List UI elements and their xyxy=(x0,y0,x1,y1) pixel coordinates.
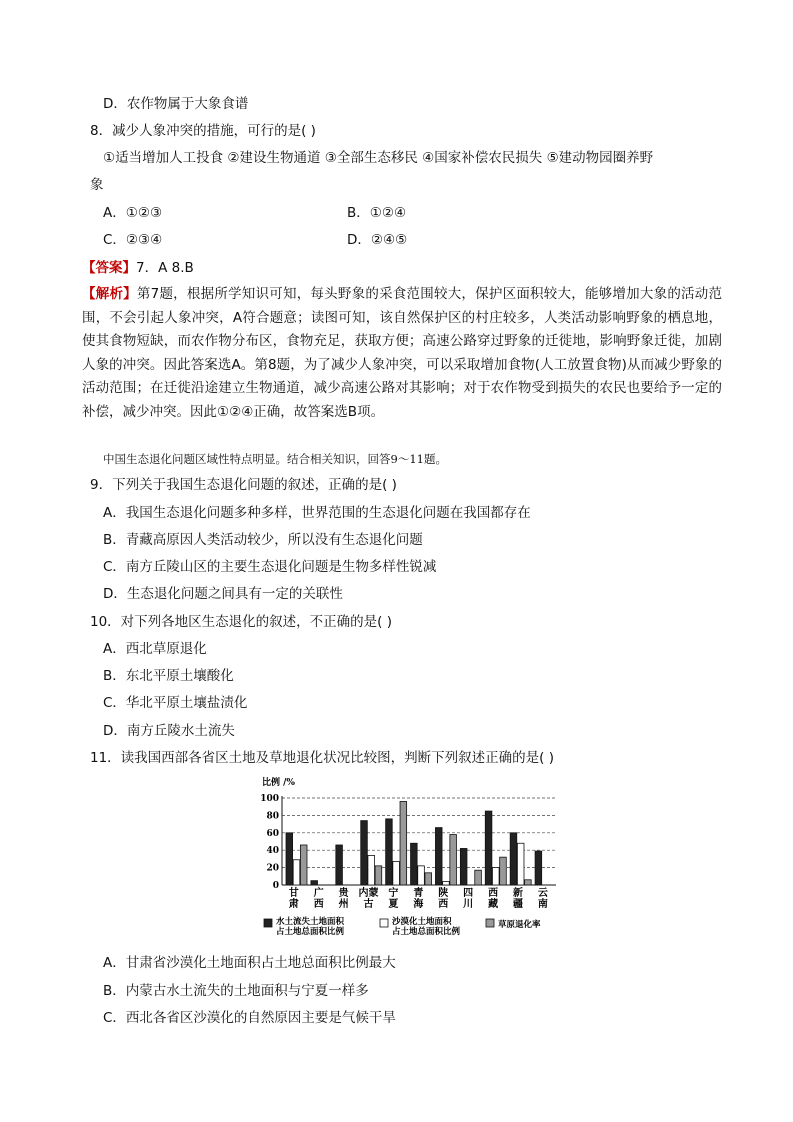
x-tick-label: 州 xyxy=(338,899,349,910)
x-tick-label: 疆 xyxy=(512,899,523,910)
legend-swatch xyxy=(486,919,494,927)
bar xyxy=(425,873,432,885)
bar xyxy=(485,811,492,885)
q8-option-c: C．②③④ xyxy=(103,232,163,248)
bar xyxy=(510,833,517,885)
x-tick-label: 广 xyxy=(313,888,324,899)
q9-stem: 9．下列关于我国生态退化问题的叙述，正确的是( ) xyxy=(90,477,397,493)
q10-option-c: C．华北平原土壤盐渍化 xyxy=(103,695,248,711)
legend-swatch xyxy=(264,919,272,927)
bar xyxy=(375,866,382,885)
bar xyxy=(535,851,542,885)
section-intro: 中国生态退化问题区域性特点明显。结合相关知识，回答9～11题。 xyxy=(103,452,447,466)
x-tick-label: 云 xyxy=(537,888,548,899)
bar xyxy=(525,880,532,885)
legend-label: 占土地总面积比例 xyxy=(276,927,345,937)
x-tick-label: 新 xyxy=(512,888,523,899)
y-tick-label: 20 xyxy=(266,863,279,874)
bar xyxy=(450,835,457,885)
bar-chart-svg xyxy=(258,773,558,943)
bar xyxy=(400,801,407,885)
y-axis-label: 比例 /% xyxy=(262,778,295,788)
q9-option-c: C．南方丘陵山区的主要生态退化问题是生物多样性锐减 xyxy=(103,559,437,575)
y-tick-label: 0 xyxy=(272,881,279,891)
bar xyxy=(293,860,300,885)
q9-option-b: B．青藏高原因人类活动较少，所以没有生态退化问题 xyxy=(103,532,423,548)
bar xyxy=(418,866,425,885)
x-tick-label: 古 xyxy=(363,899,374,910)
x-tick-label: 青 xyxy=(413,888,424,899)
bar xyxy=(300,845,307,885)
answer-text: 7．A 8.B xyxy=(136,260,194,276)
y-tick-label: 60 xyxy=(266,828,279,839)
bar xyxy=(500,857,507,885)
analysis-tag: 【解析】 xyxy=(82,286,137,302)
q8-option-b: B．①②④ xyxy=(347,205,407,221)
x-tick-label: 夏 xyxy=(388,899,399,910)
bar xyxy=(311,881,318,885)
x-tick-label: 藏 xyxy=(488,899,499,910)
x-tick-label: 陕 xyxy=(438,888,449,899)
q10-option-a: A．西北草原退化 xyxy=(103,641,207,657)
y-tick-label: 80 xyxy=(266,811,279,822)
q9-option-d: D．生态退化问题之间具有一定的关联性 xyxy=(103,586,343,602)
bar xyxy=(361,821,368,885)
bar xyxy=(460,848,467,885)
bar xyxy=(393,862,400,885)
q8-option-d: D．②④⑤ xyxy=(347,232,408,248)
x-tick-label: 肃 xyxy=(288,899,299,910)
x-tick-label: 宁 xyxy=(388,888,399,899)
x-tick-label: 川 xyxy=(463,899,474,910)
q9-option-a: A．我国生态退化问题多种多样，世界范围的生态退化问题在我国都存在 xyxy=(103,505,531,521)
analysis-paragraph xyxy=(82,283,722,424)
x-tick-label: 贵 xyxy=(338,888,349,899)
y-tick-label: 40 xyxy=(266,846,279,857)
bar xyxy=(286,833,293,885)
q8-items: ①适当增加人工投食 ②建设生物通道 ③全部生态移民 ④国家补偿农民损失 ⑤建动物园圈养野 xyxy=(103,150,654,166)
degradation-chart xyxy=(258,773,558,943)
x-tick-label: 南 xyxy=(537,899,548,910)
legend-swatch xyxy=(380,919,388,927)
x-tick-label: 四 xyxy=(463,888,474,899)
bar xyxy=(443,882,450,885)
q7-option-d: D．农作物属于大象食谱 xyxy=(103,96,249,112)
bar xyxy=(336,845,343,885)
q8-stem: 8．减少人象冲突的措施，可行的是( ) xyxy=(90,123,316,139)
q10-option-b: B．东北平原土壤酸化 xyxy=(103,668,234,684)
analysis-text: 第7题，根据所学知识可知，每头野象的采食范围较大，保护区面积较大，能够增加大象的活动范围，不会引起人象冲突，A符合题意；读图可知，该自然保护区的村庄较多，人类活动影响野象的栖息地，使其食物短缺，而农作物分布区，食物充足，获取方便；高速公路穿过野象的迁徙地，影响野象迁徙，加剧人象的冲突。因此答案选A。第8题，为了减少人象冲突，可以采取增加食物(人工放置食物)从而减少野象的活动范围；在迁徙沿途建立生物通道，减少高速公路对其影响；对于农作物受到损失的农民也要给予一定的补偿，减少冲突。因此①②④正确，故答案选B项。 xyxy=(82,286,722,420)
bar xyxy=(435,828,442,885)
bar xyxy=(386,819,393,885)
legend-label: 草原退化率 xyxy=(498,920,541,930)
q11-stem: 11．读我国西部各省区土地及草地退化状况比较图，判断下列叙述正确的是( ) xyxy=(90,750,555,766)
q11-option-c: C．西北各省区沙漠化的自然原因主要是气候干旱 xyxy=(103,1010,396,1026)
q11-option-b: B．内蒙古水土流失的土地面积与宁夏一样多 xyxy=(103,983,369,999)
q8-option-a: A．①②③ xyxy=(103,205,163,221)
q10-stem: 10．对下列各地区生态退化的叙述，不正确的是( ) xyxy=(90,614,393,630)
answer-line xyxy=(82,258,194,278)
x-tick-label: 海 xyxy=(413,899,424,910)
legend-label: 水土流失土地面积 xyxy=(276,917,345,927)
bar xyxy=(492,868,499,885)
bar xyxy=(475,870,482,885)
bar xyxy=(368,855,375,885)
bar xyxy=(517,843,524,885)
q8-items-cont: 象 xyxy=(90,177,104,193)
y-tick-label: 100 xyxy=(260,794,279,804)
answer-tag: 【答案】 xyxy=(82,260,136,276)
legend-label: 占土地总面积比例 xyxy=(392,927,461,937)
x-tick-label: 甘 xyxy=(288,888,299,899)
legend-label: 沙漠化土地面积 xyxy=(392,917,452,927)
x-tick-label: 内蒙 xyxy=(358,888,379,899)
q11-option-a: A．甘肃省沙漠化土地面积占土地总面积比例最大 xyxy=(103,955,396,971)
x-tick-label: 西 xyxy=(313,899,324,910)
q10-option-d: D．南方丘陵水土流失 xyxy=(103,723,235,739)
bar xyxy=(411,843,418,885)
x-tick-label: 西 xyxy=(438,899,449,910)
x-tick-label: 西 xyxy=(488,888,499,899)
